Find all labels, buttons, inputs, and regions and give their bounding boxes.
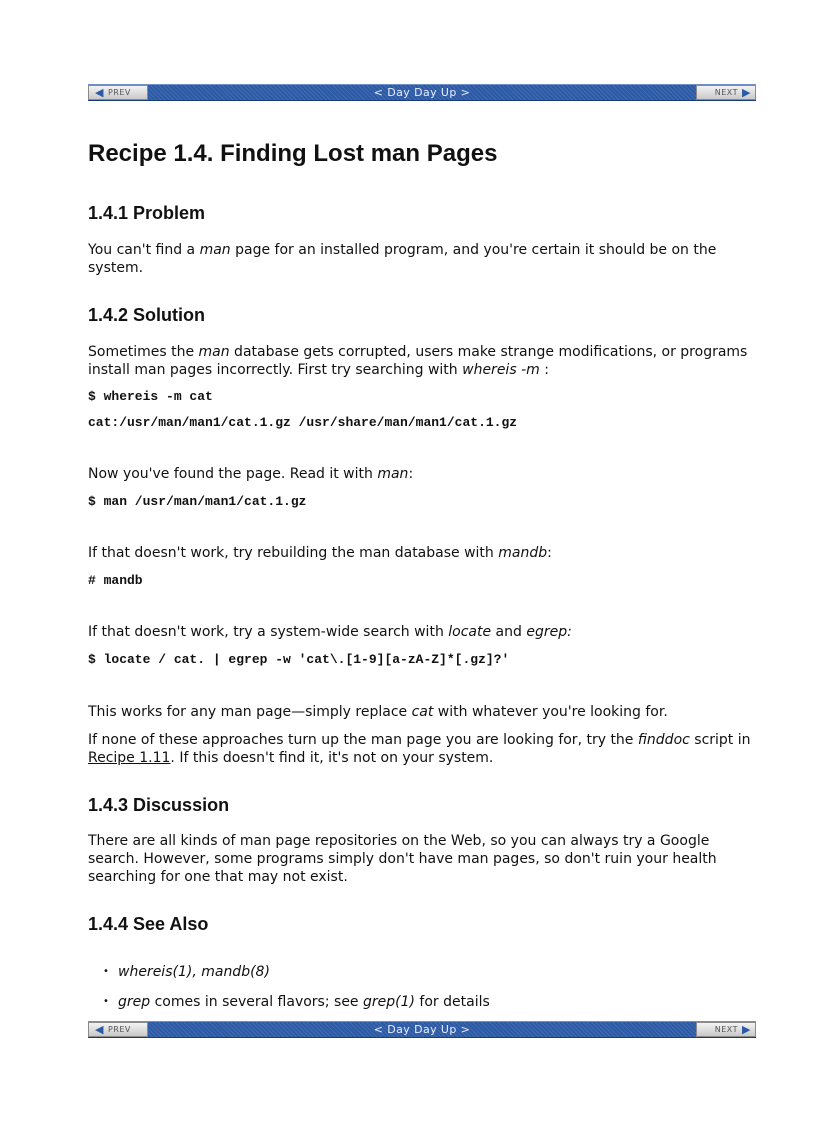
found-text: Now you've found the page. Read it with man: [88, 466, 414, 482]
arrow-left-icon: ◀ [95, 1022, 104, 1036]
recipe-1-11-link[interactable]: Recipe 1.11 [88, 750, 171, 766]
prev-label: PREV [107, 87, 131, 97]
discussion-section [88, 794, 756, 886]
bottom-nav-bar [88, 1021, 756, 1038]
works-text: This works for any man page—simply replace cat with whatever you're looking for. [88, 704, 668, 720]
code-locate: $ locate / cat. | egrep -w 'cat\.[1-9][a-zA-Z]*[.gz]?' [88, 652, 510, 667]
arrow-right-icon: ▶ [742, 85, 751, 99]
search-text: If that doesn't work, try a system-wide search with locate and egrep: [88, 624, 572, 640]
arrow-right-icon: ▶ [742, 1022, 751, 1036]
bullet-icon: • [103, 996, 109, 1007]
none-text: If none of these approaches turn up the man page you are looking for, try the finddoc script in Recipe 1.11. If this doesn't find it, it's not on your system. [88, 732, 751, 766]
code-whereis: $ whereis -m cat [88, 389, 213, 404]
discussion-text: There are all kinds of man page repositories on the Web, so you can always try a Google search. However, some programs simply don't have man pages, so don't ruin your health searching for one that may not exist. [88, 833, 717, 885]
problem-section [88, 202, 756, 277]
page-title: Recipe 1.4. Finding Lost man Pages [88, 140, 498, 167]
list-item: • grep comes in several flavors; see grep(1) for details [103, 994, 490, 1010]
code-man: $ man /usr/man/man1/cat.1.gz [88, 494, 307, 509]
arrow-left-icon: ◀ [95, 85, 104, 99]
nav-title-link[interactable]: < Day Day Up > [373, 1022, 471, 1036]
prev-label: PREV [107, 1024, 131, 1034]
discussion-heading: 1.4.3 Discussion [88, 795, 230, 815]
problem-heading: 1.4.1 Problem [88, 203, 206, 223]
code-whereis-output: cat:/usr/man/man1/cat.1.gz /usr/share/man/man1/cat.1.gz [88, 415, 518, 430]
prev-button[interactable] [88, 1022, 148, 1037]
rebuild-text: If that doesn't work, try rebuilding the man database with mandb: [88, 545, 552, 561]
prev-button[interactable] [88, 85, 148, 100]
solution-intro: Sometimes the man database gets corrupted, users make strange modifications, or programs install man pages incorrectly. First try searching with whereis -m : [88, 344, 748, 378]
list-item: • whereis(1), mandb(8) [103, 964, 270, 980]
solution-heading: 1.4.2 Solution [88, 305, 206, 325]
code-mandb: # mandb [88, 573, 143, 588]
bullet-icon: • [103, 966, 109, 977]
nav-title-link[interactable]: < Day Day Up > [373, 85, 471, 99]
see-also-section [88, 913, 756, 935]
see-also-heading: 1.4.4 See Also [88, 914, 209, 934]
solution-section [88, 304, 756, 379]
next-button[interactable] [696, 85, 756, 100]
top-nav-bar [88, 84, 756, 101]
next-label: NEXT [714, 87, 739, 97]
problem-text: You can't find a man page for an installed program, and you're certain it should be on the system. [88, 242, 717, 276]
next-label: NEXT [714, 1024, 739, 1034]
next-button[interactable] [696, 1022, 756, 1037]
see-also-list [88, 963, 756, 1011]
